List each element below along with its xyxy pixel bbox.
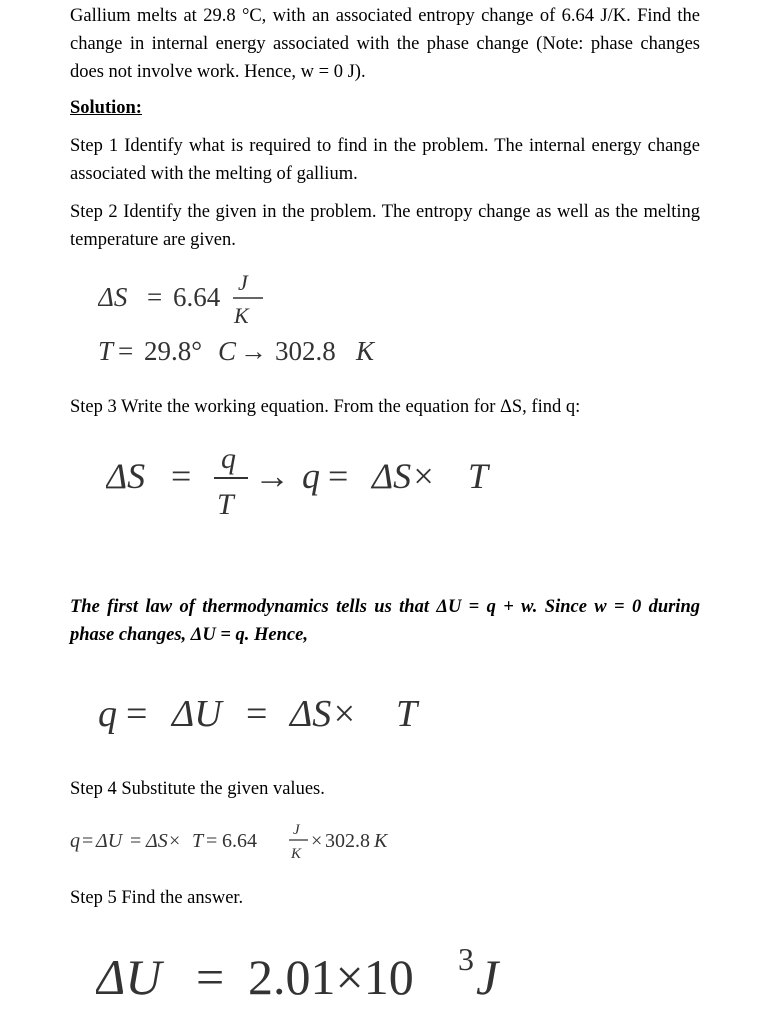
problem-statement: Gallium melts at 29.8 °C, with an associated entropy change of 6.64 J/K. Find the change in internal energy associated with the phase change (Note: phase changes does not involve work. Hence, w = 0 J). bbox=[70, 6, 700, 82]
step-2-text: Step 2 Identify the given in the problem. The entropy change as well as the melting temperature are given. bbox=[70, 202, 700, 250]
equals-sign: = bbox=[171, 456, 192, 496]
step-1-text: Step 1 Identify what is required to find in the problem. The internal energy change associated with the melting of gallium. bbox=[70, 136, 700, 184]
arrow-icon: → bbox=[240, 336, 267, 366]
fraction-numerator-q: q bbox=[221, 442, 236, 475]
dU-symbol: ΔU bbox=[96, 949, 162, 1005]
dS-times: ΔS× bbox=[290, 693, 357, 735]
dS-symbol: ΔS bbox=[98, 282, 128, 312]
equals-sign: = bbox=[328, 456, 349, 496]
entropy-value: 6.64 bbox=[222, 830, 257, 852]
dS-times: ΔS× bbox=[372, 456, 436, 496]
T-symbol: T bbox=[396, 693, 418, 735]
T-symbol: T bbox=[468, 456, 489, 496]
dS-times: ΔS× bbox=[146, 830, 182, 852]
dU-symbol: ΔU bbox=[172, 693, 222, 735]
equals-sign: = bbox=[118, 336, 134, 366]
answer-exponent: 3 bbox=[458, 941, 474, 977]
solution-heading: Solution: bbox=[70, 98, 142, 118]
kelvin-unit: K bbox=[374, 830, 388, 852]
unit-denominator: K bbox=[291, 846, 302, 862]
step-4-text: Step 4 Substitute the given values. bbox=[70, 779, 325, 799]
q-symbol: q bbox=[98, 693, 117, 735]
q-symbol: q bbox=[70, 830, 80, 852]
step-5-text: Step 5 Find the answer. bbox=[70, 888, 244, 908]
equals-sign: = bbox=[206, 830, 218, 852]
q-symbol: q bbox=[302, 456, 320, 496]
equals-sign: = bbox=[130, 830, 142, 852]
celsius-unit: C bbox=[218, 336, 237, 366]
times-sign: × bbox=[311, 830, 323, 852]
dS-symbol: ΔS bbox=[106, 456, 146, 496]
equals-sign: = bbox=[147, 282, 163, 312]
answer-mantissa: 2.01×10 bbox=[248, 949, 414, 1005]
given-values-equation bbox=[98, 268, 398, 368]
kelvin-unit: K bbox=[356, 336, 375, 366]
temperature-celsius: 29.8° bbox=[144, 336, 203, 366]
first-law-text: The first law of thermodynamics tells us that ΔU = q + w. Since w = 0 during phase changes, ΔU = q. Hence, bbox=[70, 597, 700, 645]
temperature-kelvin: 302.8 bbox=[275, 336, 336, 366]
unit-denominator: K bbox=[234, 303, 249, 328]
equals-sign: = bbox=[82, 830, 94, 852]
answer-equation bbox=[96, 936, 516, 1012]
substitution-equation bbox=[70, 818, 410, 866]
equals-sign: = bbox=[246, 693, 268, 735]
temperature-value: 302.8 bbox=[325, 830, 370, 852]
first-law-equation bbox=[98, 684, 458, 744]
temperature-symbol: T bbox=[98, 336, 114, 366]
joule-unit: J bbox=[476, 949, 499, 1005]
working-equation bbox=[106, 438, 516, 528]
fraction-denominator-T: T bbox=[217, 488, 234, 521]
T-symbol: T bbox=[192, 830, 204, 852]
entropy-value: 6.64 bbox=[173, 282, 221, 312]
step-3-text: Step 3 Write the working equation. From the equation for ΔS, find q: bbox=[70, 397, 581, 417]
dU-symbol: ΔU bbox=[96, 830, 123, 852]
equals-sign: = bbox=[196, 949, 225, 1005]
arrow-icon: → bbox=[254, 456, 290, 496]
unit-numerator: J bbox=[238, 270, 248, 295]
unit-numerator: J bbox=[293, 822, 300, 838]
equals-sign: = bbox=[126, 693, 148, 735]
